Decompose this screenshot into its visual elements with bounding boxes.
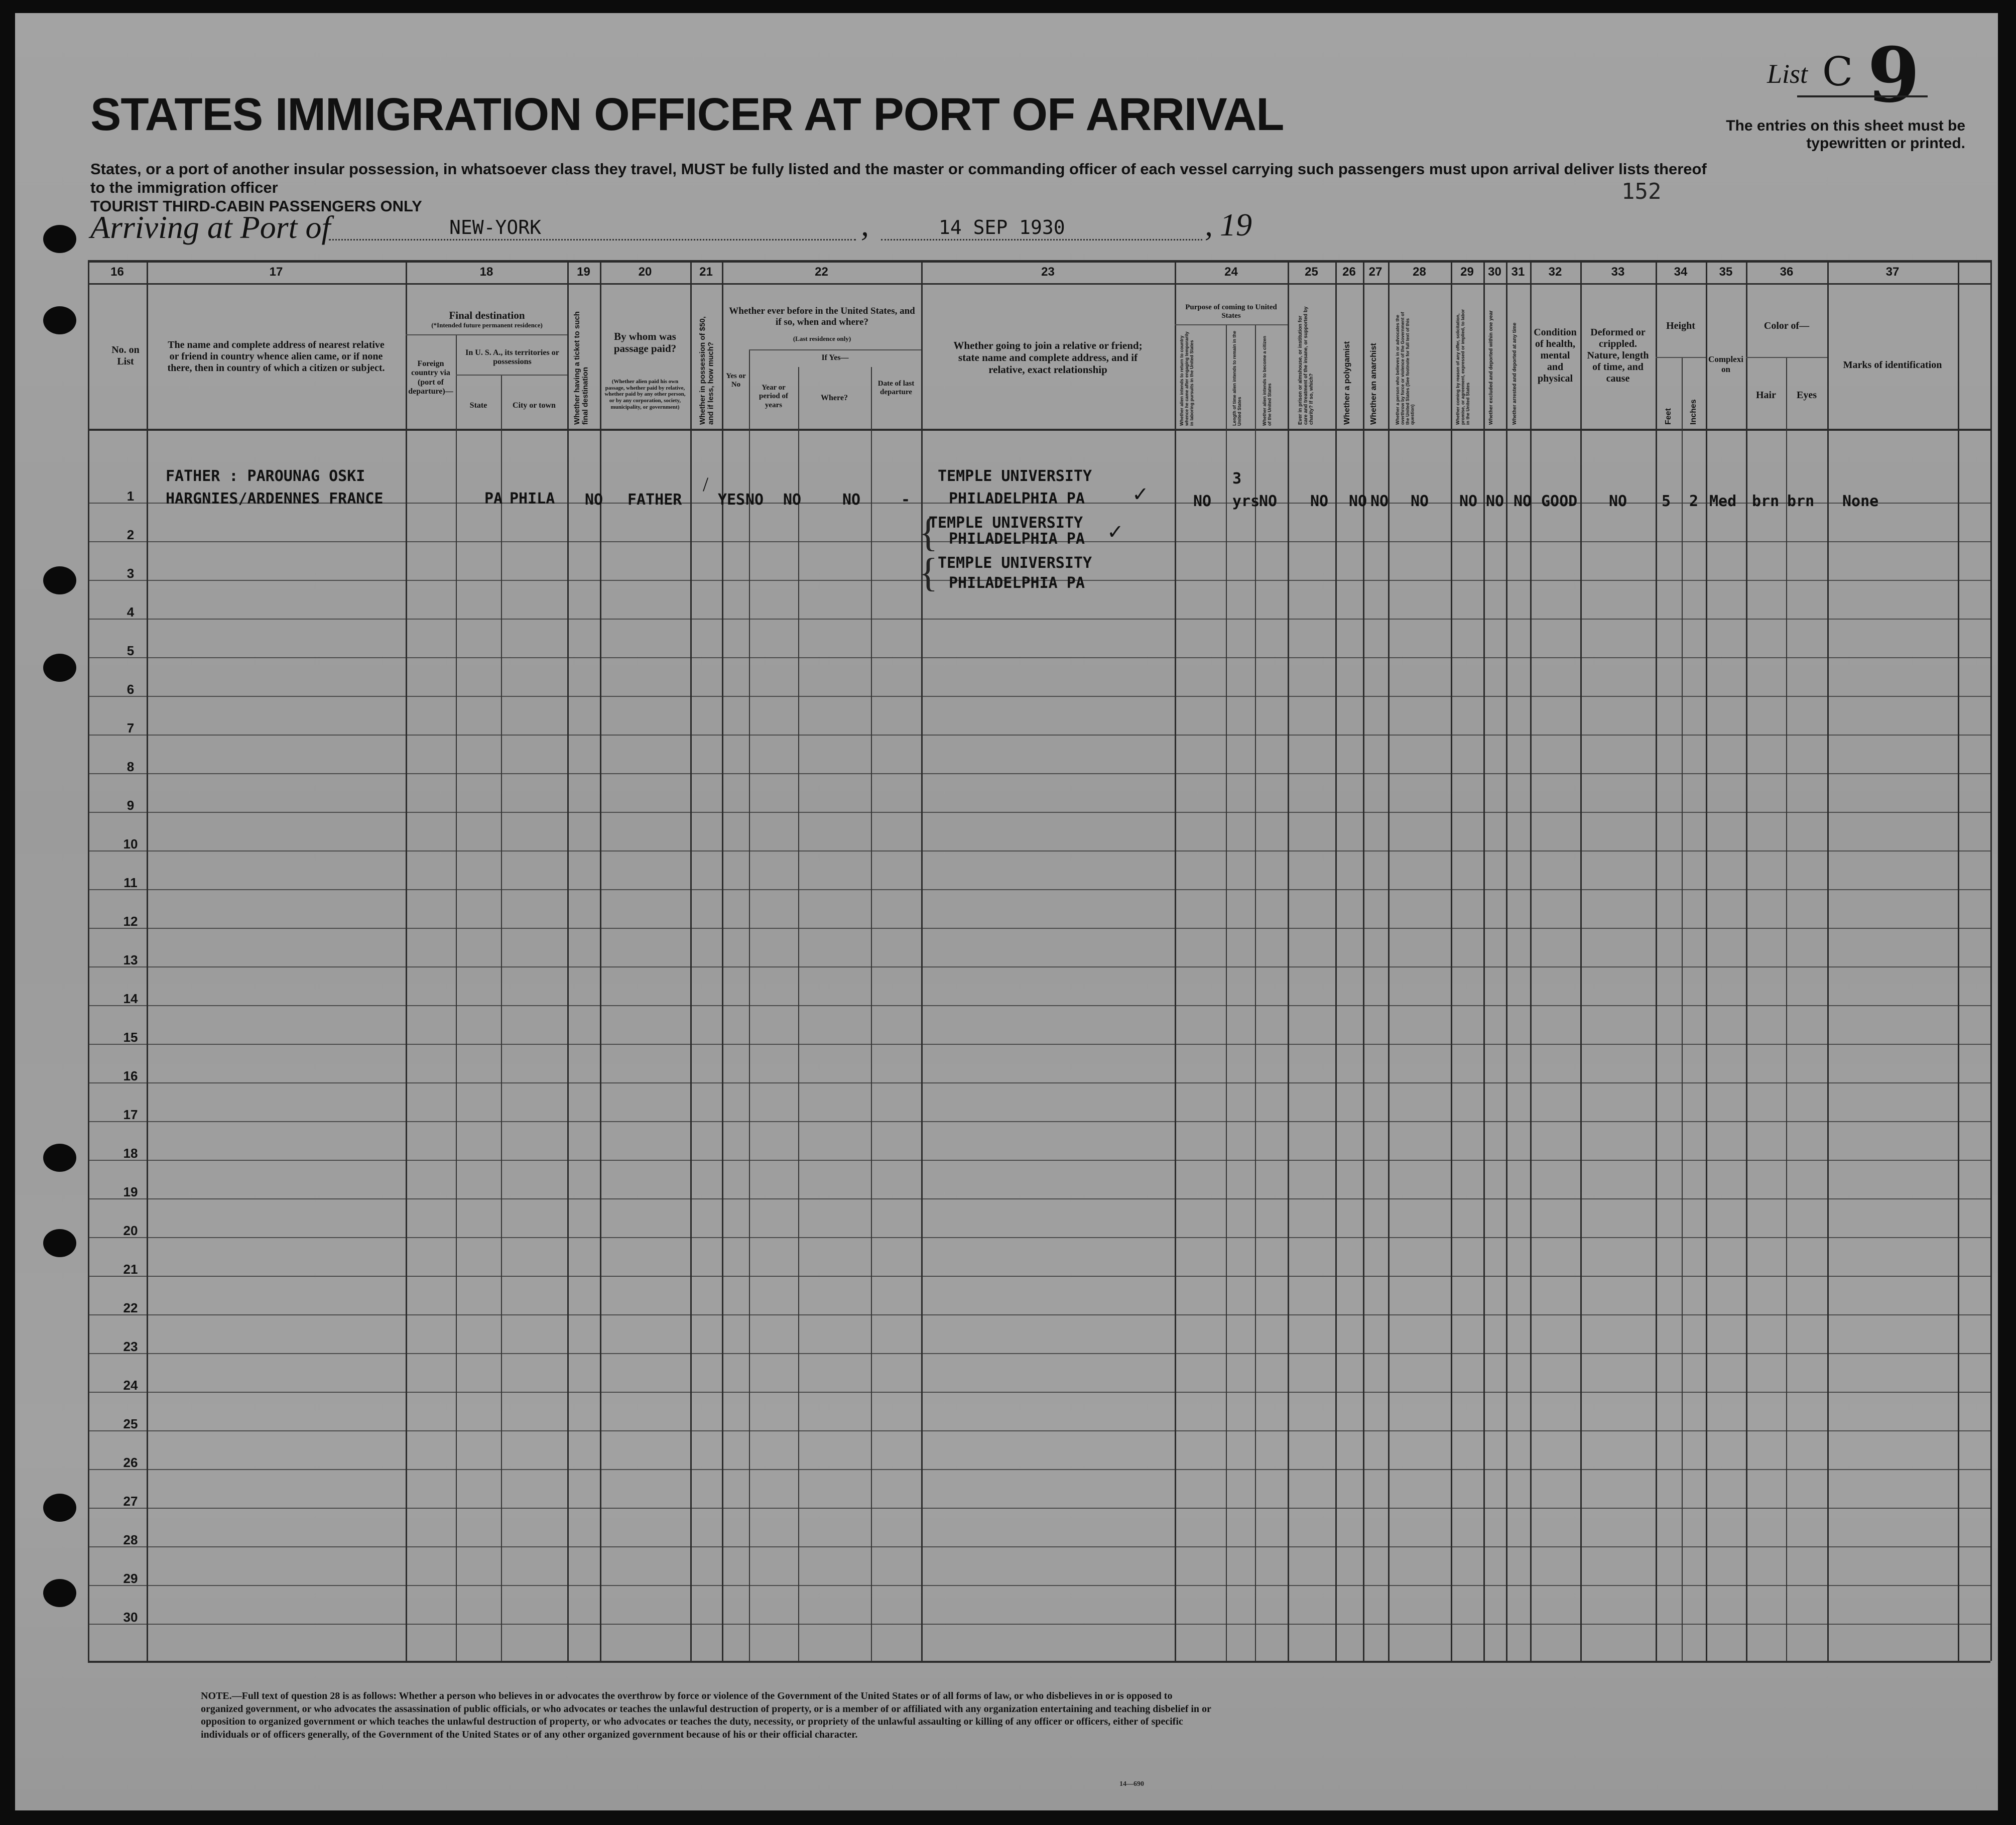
row3-brace: { [919, 551, 938, 595]
header-ever-before-note: (Last residence only) [793, 335, 851, 342]
header-if-yes: If Yes— [821, 353, 849, 362]
subline-24 [1175, 324, 1288, 325]
col-line-24a [1226, 324, 1227, 1661]
header-final-destination: Final destination [449, 309, 525, 321]
row1-hair: brn [1752, 493, 1780, 510]
col-num-33: 33 [1611, 265, 1625, 279]
row3-join-line1: TEMPLE UNIVERSITY [938, 554, 1092, 572]
row1-polygamist: NO [1349, 493, 1367, 510]
col-line-36a [1786, 357, 1787, 1661]
row-number: 19 [123, 1184, 138, 1199]
row-line [88, 1198, 1990, 1199]
row-number: 16 [123, 1068, 138, 1083]
row-number: 5 [127, 643, 135, 658]
row1-check-mark: ✓ [1132, 483, 1149, 506]
row-line [88, 1237, 1990, 1238]
manifest-sheet [15, 13, 1998, 1810]
col-line-left [88, 260, 89, 1661]
header-overthrow: Whether a person who believes in or advocates the overthrow by force or violence of the Government of the United States (See footnote for full text of this question) [1395, 312, 1415, 425]
row-line [88, 1160, 1990, 1161]
col-num-16: 16 [110, 265, 124, 279]
col-num-32: 32 [1548, 265, 1562, 279]
row-line [88, 619, 1990, 620]
row1-health: GOOD [1541, 493, 1578, 510]
col-line-23 [1175, 260, 1176, 1661]
row-number: 6 [127, 682, 135, 697]
col-line-21 [722, 260, 723, 1661]
row1-city: PHILA [510, 490, 555, 508]
row-line [88, 1624, 1990, 1625]
col-line-18 [567, 260, 569, 1661]
row2-join-line2: PHILADELPHIA PA [949, 530, 1085, 548]
row1-offer: NO [1459, 493, 1478, 510]
col-line-26 [1363, 260, 1364, 1661]
row-line [88, 1121, 1990, 1122]
date-value: 14 SEP 1930 [939, 216, 1065, 238]
col-line-22 [921, 260, 923, 1661]
row-line [88, 696, 1990, 697]
row-number: 15 [123, 1030, 138, 1045]
col-line-28 [1451, 260, 1452, 1661]
header-deformed: Deformed or crippled. Nature, length of time, and cause [1587, 327, 1649, 384]
binder-hole-2 [43, 306, 76, 334]
header-possession: Whether in possession of $50, and if less, how much? [698, 316, 715, 425]
row1-state: PA [484, 490, 503, 508]
subtitle [90, 160, 1722, 216]
row-number: 24 [123, 1378, 138, 1393]
header-inches: Inches [1689, 399, 1698, 425]
row1-ticket: NO [585, 491, 603, 509]
col-line-34 [1706, 260, 1707, 1661]
typewritten-note: The entries on this sheet must be typewritten or printed. [1726, 117, 1965, 152]
header-arrested: Whether arrested and deported at any time [1512, 322, 1518, 425]
col-line-18b [501, 375, 502, 1661]
col-num-22: 22 [815, 265, 828, 279]
header-height: Height [1666, 320, 1695, 331]
row1-prison: NO [1310, 493, 1329, 510]
header-purpose-return: Whether alien intends to return to country whence he came after engaging temporarily in laboring pursuits in the United States [1179, 331, 1194, 426]
row-number: 29 [123, 1571, 138, 1586]
sheet-number: 152 [1621, 179, 1662, 204]
row1-feet: 5 [1662, 493, 1671, 510]
row-line [88, 850, 1990, 851]
row-number: 18 [123, 1146, 138, 1161]
row1-deformed: NO [1609, 493, 1627, 510]
header-offer: Whether coming by reason of any offer, solicitation, promise, or agreement, expressed or implied, to labor in the United States [1455, 309, 1470, 425]
row-number: 22 [123, 1300, 138, 1315]
header-yes-or-no: Yes or No [726, 372, 746, 389]
col-line-20 [690, 260, 692, 1661]
header-hair: Hair [1756, 390, 1776, 401]
header-anarchist: Whether an anarchist [1369, 343, 1378, 425]
row-line [88, 1469, 1990, 1470]
binder-hole-3 [43, 566, 76, 594]
row-line [88, 889, 1990, 890]
row-line [88, 1430, 1990, 1431]
row1-citizen: NO [1259, 493, 1278, 510]
col-line-22c [871, 367, 872, 1661]
form-code: 14—690 [1119, 1780, 1144, 1788]
header-by-whom-paid: By whom was passage paid? [613, 330, 677, 355]
list-label: List [1767, 59, 1808, 89]
row-number: 27 [123, 1494, 138, 1509]
row-number: 25 [123, 1416, 138, 1431]
row1-departure: - [901, 491, 911, 509]
row1-relative-line2: HARGNIES/ARDENNES FRANCE [166, 490, 384, 508]
row1-excluded: NO [1486, 493, 1504, 510]
port-value: NEW-YORK [449, 216, 542, 238]
year-prefix: 19 [1220, 207, 1252, 242]
binder-hole-7 [43, 1494, 76, 1522]
col-line-37 [1958, 260, 1959, 1661]
header-condition: Condition of health, mental and physical [1534, 327, 1577, 384]
header-purpose: Purpose of coming to United States [1185, 303, 1277, 320]
column-number-divider [88, 283, 1990, 285]
row-line [88, 1508, 1990, 1509]
col-line-32 [1580, 260, 1582, 1661]
row3-join-line2: PHILADELPHIA PA [949, 574, 1085, 592]
subline-18b [456, 375, 567, 376]
table-top-border [88, 260, 1990, 263]
col-num-36: 36 [1780, 265, 1794, 279]
col-line-36 [1827, 260, 1829, 1661]
row1-return: NO [1193, 493, 1212, 510]
col-line-35 [1746, 260, 1747, 1661]
row-number: 28 [123, 1532, 138, 1547]
row1-arrested: NO [1514, 493, 1532, 510]
header-date-last-departure: Date of last departure [877, 380, 915, 397]
col-line-27 [1388, 260, 1390, 1661]
row-number: 8 [127, 759, 135, 774]
header-ticket: Whether having a ticket to such final destination [573, 311, 590, 425]
row-line [88, 657, 1990, 658]
header-year-period: Year or period of years [759, 384, 788, 409]
row-number: 30 [123, 1610, 138, 1625]
header-no-on-list: No. on List [111, 344, 140, 367]
row1-join-line1: TEMPLE UNIVERSITY [938, 467, 1092, 485]
row1-overthrow: NO [1411, 493, 1429, 510]
row-number: 3 [127, 566, 135, 581]
col-num-21: 21 [699, 265, 713, 279]
col-line-33 [1656, 260, 1657, 1661]
row-number: 1 [127, 489, 135, 504]
col-num-19: 19 [577, 265, 590, 279]
col-line-25 [1335, 260, 1337, 1661]
col-num-23: 23 [1041, 265, 1055, 279]
col-num-25: 25 [1305, 265, 1318, 279]
header-foreign-country: Foreign country via (port of departure)— [408, 359, 453, 396]
date-comma: , [1205, 207, 1213, 242]
subline-34 [1656, 357, 1706, 358]
header-purpose-length: Length of time alien intends to remain in the United States [1232, 330, 1242, 426]
row1-relative-line1: FATHER : PAROUNAG OSKI [166, 467, 365, 485]
col-line-34a [1682, 357, 1683, 1661]
header-state: State [469, 401, 487, 410]
row1-slash-mark: / [703, 473, 709, 496]
row2-check-mark: ✓ [1107, 521, 1124, 543]
row-number: 13 [123, 952, 138, 967]
row-line [88, 1353, 1990, 1354]
col-line-19 [600, 260, 601, 1661]
row1-marks: None [1842, 493, 1879, 510]
row-line [88, 1314, 1990, 1315]
subtitle-line-2: TOURIST THIRD-CABIN PASSENGERS ONLY [90, 197, 422, 215]
col-num-35: 35 [1719, 265, 1733, 279]
header-where: Where? [821, 394, 848, 402]
row-number: 12 [123, 914, 138, 929]
subline-36 [1746, 357, 1827, 358]
row-line [88, 1276, 1990, 1277]
row1-where: NO [842, 491, 861, 509]
header-eyes: Eyes [1797, 390, 1817, 401]
date-underline [881, 239, 1202, 240]
row1-eyes: brn [1787, 493, 1815, 510]
header-nearest-relative: The name and complete address of nearest relative or friend in country whence alien came, or if none there, then in country of which a citizen or subject. [167, 339, 385, 374]
binder-hole-6 [43, 1229, 76, 1257]
row1-join-line2: PHILADELPHIA PA [949, 490, 1085, 508]
row-number: 23 [123, 1339, 138, 1354]
header-excluded: Whether excluded and deported within one year [1488, 310, 1494, 425]
row1-possession: YES [718, 491, 745, 509]
header-ever-before: Whether ever before in the United States, and if so, when and where? [729, 306, 915, 327]
row-line [88, 1082, 1990, 1083]
row-number: 9 [127, 798, 135, 813]
row-line [88, 1546, 1990, 1547]
col-num-37: 37 [1885, 265, 1900, 279]
col-num-29: 29 [1460, 265, 1474, 279]
col-num-30: 30 [1488, 265, 1501, 279]
subline-18 [406, 334, 567, 335]
row-number: 2 [127, 527, 135, 542]
subtitle-line-1: States, or a port of another insular possession, in whatsoever class they travel, MUST be fully listed and the master or commanding officer of each vessel carrying such passengers must upon arrival deliver lists thereof to the immigration officer [90, 160, 1707, 197]
footnote: NOTE.—Full text of question 28 is as follows: Whether a person who believes in or advocates the overthrow by force or violence of the Government of the United States or of all forms of law, or who disbelieves in or is opposed to organized government, or who advocates the assassination of public officials, or who advocates or teaches the unlawful destruction of property, or is a member of or affiliated with any organization entertaining and teaching disbelief in or opposition to organized government or which teaches the unlawful destruction of property, or who advocates or teaches the duty, necessity, or propriety of the unlawful assaulting or killing of any officer or officers, either of specific individuals or of officers generally, of the Government of the United States or of any other organized government because of his or their official character. [201, 1690, 1211, 1740]
col-num-17: 17 [269, 265, 283, 279]
col-num-20: 20 [638, 265, 652, 279]
row1-complexion: Med [1709, 493, 1737, 510]
binder-hole-4 [43, 654, 76, 682]
header-marks: Marks of identification [1843, 359, 1942, 371]
row2-join-line1: TEMPLE UNIVERSITY [929, 514, 1083, 532]
header-color-of: Color of— [1763, 320, 1810, 331]
header-join-relative: Whether going to join a relative or friend; state name and complete address, and if relative, exact relationship [953, 339, 1143, 376]
list-underline [1797, 95, 1928, 97]
row-number: 20 [123, 1223, 138, 1238]
row2-brace: { [919, 511, 938, 555]
col-line-18a [456, 334, 457, 1661]
header-final-destination-note: (*Intended future permanent residence) [431, 321, 543, 329]
row-line [88, 1044, 1990, 1045]
row-line [88, 735, 1990, 736]
row-line [88, 812, 1990, 813]
list-letter: C [1822, 48, 1853, 95]
header-complexion: Complexion [1708, 354, 1743, 374]
row1-anarchist: NO [1370, 493, 1389, 510]
col-num-24: 24 [1224, 265, 1238, 279]
header-by-whom-note: (Whether alien paid his own passage, whether paid by relative, whether paid by any other person, or by any corporation, society, municipality, or government) [604, 379, 686, 410]
header-city: City or town [513, 401, 556, 410]
row-number: 17 [123, 1107, 138, 1122]
row-line [88, 966, 1990, 967]
row1-length-value: 3 [1232, 470, 1242, 488]
header-feet: Feet [1664, 408, 1673, 425]
header-purpose-citizen: Whether alien intends to become a citizen of the United States [1262, 335, 1272, 426]
col-num-28: 28 [1413, 265, 1426, 279]
row-line [88, 773, 1990, 774]
subline-22 [749, 349, 921, 350]
row1-inches: 2 [1689, 493, 1699, 510]
row-number: 10 [123, 836, 138, 851]
col-line-30 [1506, 260, 1507, 1661]
port-comma: , [861, 207, 869, 242]
binder-hole-1 [43, 225, 76, 253]
col-line-right [1990, 260, 1992, 1661]
col-line-31 [1530, 260, 1532, 1661]
page-title: STATES IMMIGRATION OFFICER AT PORT OF ARRIVAL [90, 89, 1284, 140]
list-number: 9 [1867, 31, 1920, 119]
col-num-27: 27 [1368, 265, 1382, 279]
row-number: 4 [127, 604, 135, 620]
row-number: 14 [123, 991, 138, 1006]
row-line [88, 928, 1990, 929]
col-num-18: 18 [479, 265, 493, 279]
row-line [88, 1585, 1990, 1586]
header-in-usa: In U. S. A., its territories or possessions [465, 348, 559, 367]
row1-ever-before: NO [745, 491, 764, 509]
col-line-22a [749, 349, 750, 1661]
row-number: 26 [123, 1455, 138, 1470]
col-line-24 [1288, 260, 1289, 1661]
row1-length-unit: yrs [1232, 493, 1260, 510]
col-num-34: 34 [1674, 265, 1688, 279]
binder-hole-8 [43, 1579, 76, 1607]
row1-year: NO [783, 491, 802, 509]
row-number: 11 [123, 875, 138, 890]
port-underline [329, 239, 856, 240]
col-num-31: 31 [1511, 265, 1525, 279]
col-line-29 [1483, 260, 1485, 1661]
col-line-22b [798, 367, 799, 1661]
header-polygamist: Whether a polygamist [1343, 341, 1351, 425]
arriving-label: Arriving at Port of [90, 209, 331, 245]
col-line-17 [406, 260, 407, 1661]
table-bottom-border [88, 1661, 1990, 1663]
row1-paid-by: FATHER [627, 491, 682, 509]
col-line-24b [1255, 324, 1256, 1661]
row-line [88, 1392, 1990, 1393]
header-bottom-border [88, 429, 1990, 431]
row-number: 21 [123, 1262, 138, 1277]
binder-hole-5 [43, 1144, 76, 1172]
row-line [88, 1005, 1990, 1006]
header-prison: Ever in prison or almshouse, or institution for care and treatment of the insane, or supported by charity? If so, which? [1298, 306, 1314, 425]
col-num-26: 26 [1342, 265, 1356, 279]
row-number: 7 [127, 720, 135, 736]
